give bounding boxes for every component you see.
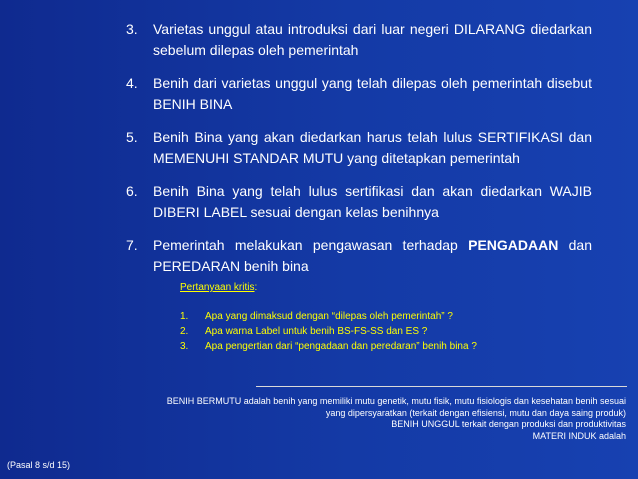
list-item-number: 6.: [126, 183, 138, 199]
list-item-text: [153, 235, 592, 277]
question-number: 3.: [180, 341, 189, 352]
list-item-number: 4.: [126, 75, 138, 91]
list-item: [126, 127, 592, 169]
list-item: [126, 235, 592, 277]
list-item-bold-term: PENGADAAN: [468, 237, 559, 253]
main-list: [126, 19, 592, 289]
critical-questions: [180, 281, 540, 355]
section-divider: [256, 386, 627, 387]
definition-line: yang dipersyaratkan (terkait dengan efisiensi, mutu dan daya saing produk): [325, 407, 626, 418]
questions-title-suffix: :: [254, 282, 258, 293]
list-item-number: 3.: [126, 21, 138, 37]
definition-line: BENIH BERMUTU adalah benih yang memiliki mutu genetik, mutu fisik, mutu fisiologis dan kesehatan benih sesuai: [166, 396, 626, 406]
definition-line: BENIH UNGGUL terkait dengan produksi dan produktivitas: [391, 419, 626, 429]
question-item: [180, 340, 540, 353]
question-number: 1.: [180, 311, 189, 322]
list-item: [126, 19, 592, 61]
question-item: [180, 325, 540, 338]
list-item-text: Benih dari varietas unggul yang telah dilepas oleh pemerintah disebut BENIH BINA: [153, 75, 592, 112]
question-item: [180, 310, 540, 323]
questions-title-text: Pertanyaan kritis: [180, 282, 255, 293]
list-item-text-before: Pemerintah melakukan pengawasan terhadap: [153, 237, 469, 253]
list-item: [126, 181, 592, 223]
question-number: 2.: [180, 326, 189, 337]
question-text: Apa yang dimaksud dengan “dilepas oleh pemerintah” ?: [205, 311, 453, 322]
list-item-text: Benih Bina yang telah lulus sertifikasi dan akan diedarkan WAJIB DIBERI LABEL sesuai dengan kelas benihnya: [153, 183, 592, 220]
list-item-text-after: dan PEREDARAN benih bina: [153, 237, 593, 274]
question-text: Apa pengertian dari “pengadaan dan peredaran” benih bina ?: [205, 341, 477, 352]
definitions-block: [106, 396, 626, 442]
definition-line: MATERI INDUK adalah: [532, 430, 626, 441]
list-item: [126, 73, 592, 115]
list-item-number: 5.: [126, 129, 138, 145]
questions-title: [180, 281, 540, 294]
list-item-text: Benih Bina yang akan diedarkan harus telah lulus SERTIFIKASI dan MEMENUHI STANDAR MUTU yang ditetapkan pemerintah: [153, 129, 592, 166]
question-text: Apa warna Label untuk benih BS-FS-SS dan ES ?: [205, 326, 428, 337]
pasal-reference: (Pasal 8 s/d 15): [7, 460, 71, 470]
list-item-number: 7.: [126, 237, 138, 253]
list-item-text: Varietas unggul atau introduksi dari luar negeri DILARANG diedarkan sebelum dilepas oleh pemerintah: [153, 21, 592, 58]
